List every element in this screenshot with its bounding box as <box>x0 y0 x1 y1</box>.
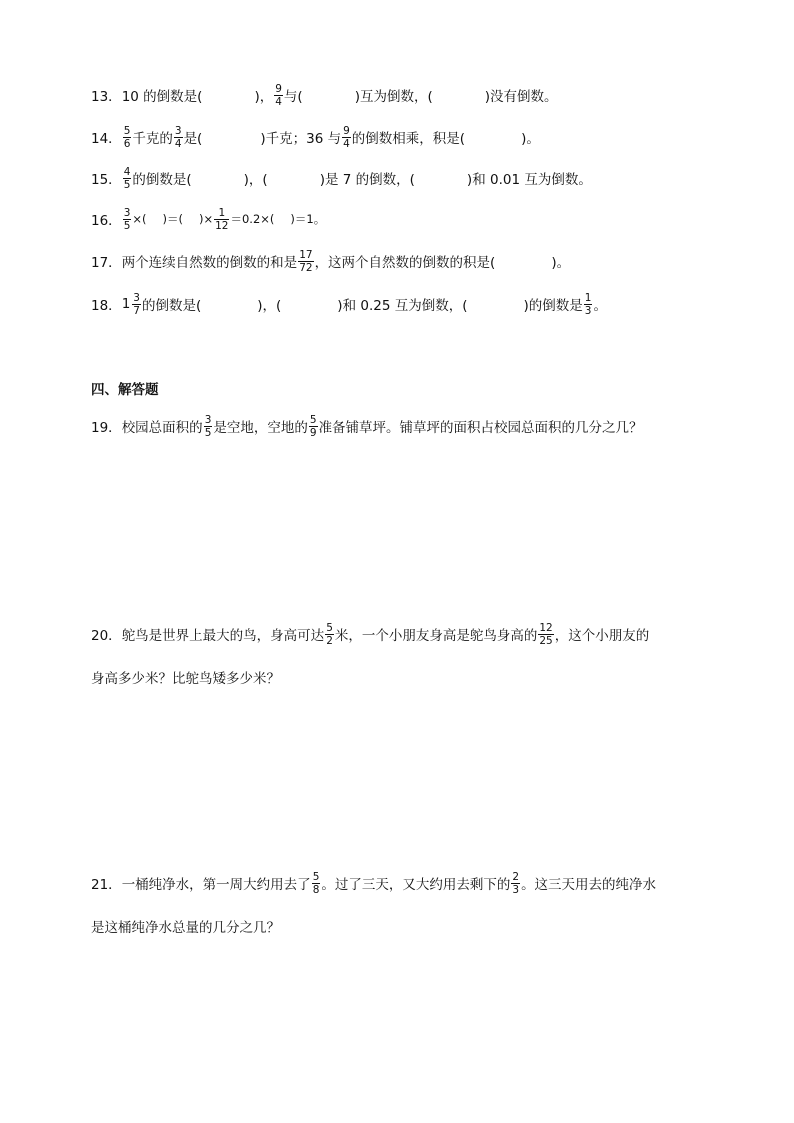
q18-text-b: )，( <box>257 298 282 314</box>
q14-fraction-2: $\frac{3}{4}$ <box>174 124 182 150</box>
q13-text-e: )没有倒数。 <box>484 89 558 105</box>
section-heading: 四、解答题 <box>91 382 159 398</box>
q14-number: 14． <box>91 131 122 147</box>
q20-text-a: 鸵鸟是世界上最大的鸟，身高可达 <box>121 628 325 644</box>
question-19 <box>91 406 643 446</box>
q21-text-c: 。这三天用去的纯净水 <box>521 877 657 893</box>
q21-number: 21． <box>91 877 122 893</box>
q16-text-a: ×( <box>132 212 147 226</box>
q21-text-line-2: 是这桶纯净水总量的几分之几？ <box>91 920 280 936</box>
q20-fraction-2: $\frac{12}{25}$ <box>539 621 553 647</box>
q18-text-e: 。 <box>593 298 607 314</box>
q13-text-d: )互为倒数，( <box>354 89 433 105</box>
q18-number: 18． <box>91 298 122 314</box>
question-17 <box>91 241 570 281</box>
q21-fraction-1: $\frac{5}{8}$ <box>312 870 320 896</box>
q20-text-c: ，这个小朋友的 <box>554 628 650 644</box>
q14-text-b: 是( <box>183 131 203 147</box>
q18-mixed-number: 1 $\frac{3}{7}$ <box>121 291 140 317</box>
q14-text-c: )千克；36 与 <box>260 131 342 147</box>
q16-text-c: )× <box>198 212 214 226</box>
q16-fraction-1: $\frac{3}{5}$ <box>123 206 131 232</box>
q14-text-a: 千克的 <box>132 131 173 147</box>
question-16 <box>91 199 325 239</box>
question-14 <box>91 117 540 157</box>
q21-text-b: 。过了三天，又大约用去剩下的 <box>321 877 511 893</box>
q16-text-e: )＝1。 <box>290 212 326 226</box>
q17-fraction: $\frac{17}{72}$ <box>299 248 313 274</box>
q19-number: 19． <box>91 420 122 436</box>
q13-text-b: )， <box>254 89 274 105</box>
q14-text-d: 的倒数相乘，积是( <box>351 131 466 147</box>
q15-text-b: )，( <box>243 172 268 188</box>
question-21 <box>91 863 656 903</box>
q18-text-a: 的倒数是( <box>141 298 202 314</box>
q17-number: 17． <box>91 255 122 271</box>
q16-number: 16． <box>91 213 122 229</box>
q21-text-a: 一桶纯净水，第一周大约用去了 <box>121 877 311 893</box>
q18-text-c: )和 0.25 互为倒数，( <box>337 298 468 314</box>
q16-fraction-2: $\frac{1}{12}$ <box>215 206 229 232</box>
q20-text-b: 米，一个小朋友身高是鸵鸟身高的 <box>334 628 538 644</box>
q17-text-b: ，这两个自然数的倒数的积是( <box>314 255 496 271</box>
question-20 <box>91 614 649 654</box>
q19-text-a: 校园总面积的 <box>121 420 203 436</box>
q15-fraction: $\frac{4}{5}$ <box>123 165 131 191</box>
q20-fraction-1: $\frac{5}{2}$ <box>326 621 333 647</box>
q20-number: 20． <box>91 628 122 644</box>
question-13 <box>91 75 558 115</box>
q15-text-d: )和 0.01 互为倒数。 <box>466 172 592 188</box>
q21-fraction-2: $\frac{2}{3}$ <box>512 870 520 896</box>
q19-text-c: 准备铺草坪。铺草坪的面积占校园总面积的几分之几？ <box>318 420 643 436</box>
question-15 <box>91 158 592 198</box>
q17-text-c: )。 <box>551 255 571 271</box>
q14-fraction-1: $\frac{5}{6}$ <box>123 124 131 150</box>
question-20-line-2 <box>91 657 280 697</box>
q19-fraction-2: $\frac{5}{9}$ <box>309 413 317 439</box>
question-21-line-2 <box>91 906 280 946</box>
q16-text-d: ＝0.2×( <box>230 212 275 226</box>
q18-text-d: )的倒数是 <box>523 298 583 314</box>
q13-fraction: $\frac{9}{4}$ <box>275 82 282 108</box>
q15-number: 15． <box>91 172 122 188</box>
q13-text-c: 与( <box>283 89 303 105</box>
q19-text-b: 是空地，空地的 <box>213 420 308 436</box>
q14-text-e: )。 <box>521 131 540 147</box>
q14-fraction-3: $\frac{9}{4}$ <box>343 124 350 150</box>
q15-text-c: )是 7 的倒数，( <box>319 172 415 188</box>
q16-text-b: )＝( <box>162 212 183 226</box>
q19-fraction-1: $\frac{3}{5}$ <box>204 413 212 439</box>
q15-text-a: 的倒数是( <box>132 172 192 188</box>
q20-text-line-2: 身高多少米？比鸵鸟矮多少米？ <box>91 671 280 687</box>
question-18 <box>91 284 607 324</box>
q13-number: 13． <box>91 89 122 105</box>
q18-fraction-2: $\frac{1}{3}$ <box>584 291 592 317</box>
q13-text-a: 10 的倒数是( <box>121 89 203 105</box>
q17-text-a: 两个连续自然数的倒数的和是 <box>121 255 298 271</box>
